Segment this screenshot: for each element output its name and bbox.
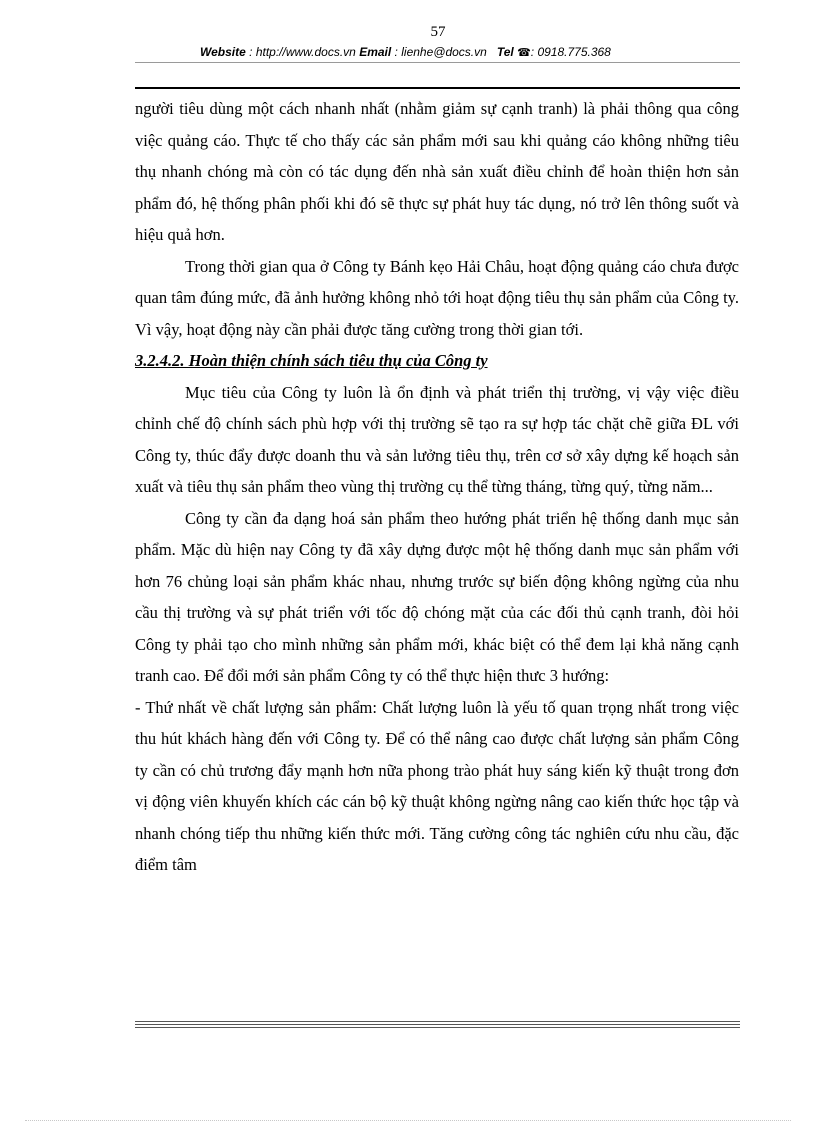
tel-number: : 0918.775.368	[530, 45, 611, 59]
section-heading: 3.2.4.2. Hoàn thiện chính sách tiêu thụ của Công ty	[135, 351, 488, 370]
tel-label: Tel	[496, 45, 514, 59]
header-rule	[135, 87, 740, 89]
paragraph: Mục tiêu của Công ty luôn là ổn định và phát triển thị trường, vị vậy việc điều chỉnh chế độ chính sách phù hợp với thị trường sẽ tạo ra sự hợp tác chặt chẽ giữa ĐL với Công ty, thúc đẩy được doanh thu và sản lưởng tiêu thụ, trên cơ sở xây dựng kế hoạch sản xuất và tiêu thụ sản phẩm theo vùng thị trường cụ thể từng tháng, từng quý, từng năm...	[135, 382, 739, 496]
paragraph: Công ty cần đa dạng hoá sản phẩm theo hướng phát triển hệ thống danh mục sản phẩm. Mặc dù hiện nay Công ty đã xây dựng được một hệ thống danh mục sản phẩm với hơn 76 chủng loại sản phẩm khác nhau, nhưng trước sự biến động không ngừng của nhu cầu thị trường và sự phát triển với tốc độ chóng mặt của các đối thủ cạnh tranh, đòi hỏi Công ty phải tạo cho mình những sản phẩm mới, khác biệt có thể đem lại khả năng cạnh tranh cao. Để đổi mới sản phẩm Công ty có thể thực hiện thưc 3 hướng:	[135, 508, 739, 685]
website-separator: :	[245, 45, 256, 59]
footer-rule-middle	[135, 1024, 740, 1025]
paragraph-continuation: người tiêu dùng một cách nhanh nhất (nhằm giảm sự cạnh tranh) là phải thông qua công việc quảng cáo. Thực tế cho thấy các sản phẩm mới sau khi quảng cáo không những tiêu thụ nhanh chóng mà còn có tác dụng đến nhà sản xuất điều chỉnh để hoàn thiện hơn sản phẩm đó, hệ thống phân phối khi đó sẽ thực sự phát huy tác dụng, nó trở lên thông suốt và hiệu quả hơn.	[135, 99, 739, 244]
page-number: 57	[430, 24, 446, 40]
website-contact-line	[200, 45, 700, 59]
website-label: Website	[200, 45, 246, 59]
header-dotted-rule	[135, 62, 740, 63]
email-address[interactable]: lienhe@docs.vn	[401, 45, 487, 59]
bullet-paragraph: - Thứ nhất về chất lượng sản phẩm: Chất lượng luôn là yếu tố quan trọng nhất trong việc thu hút khách hàng đến với Công ty. Để có thể nâng cao được chất lượng sản phẩm Công ty cần có chủ trương đẩy mạnh hơn nữa phong trào phát huy sáng kiến kỹ thuật trong đơn vị động viên khuyến khích các cán bộ kỹ thuật không ngừng nâng cao kiến thức học tập và nhanh chóng tiếp thu những kiến thức mới. Tăng cường công tác nghiên cứu nhu cầu, đặc điểm tâm	[135, 697, 739, 874]
paragraph: Trong thời gian qua ở Công ty Bánh kẹo Hải Châu, hoạt động quảng cáo chưa được quan tâm đúng mức, đã ảnh hưởng không nhỏ tới hoạt động tiêu thụ sản phẩm của Công ty. Vì vậy, hoạt động này cần phải được tăng cường trong thời gian tới.	[135, 256, 739, 339]
body-text	[135, 93, 739, 881]
email-label: Email	[359, 45, 392, 59]
website-url[interactable]: http://www.docs.vn	[255, 45, 356, 59]
page-bottom-edge	[25, 1120, 791, 1121]
footer-rule-top	[135, 1021, 740, 1022]
footer-rule-bottom	[135, 1027, 740, 1028]
phone-icon: ☎	[517, 47, 531, 59]
email-separator: :	[391, 45, 402, 59]
